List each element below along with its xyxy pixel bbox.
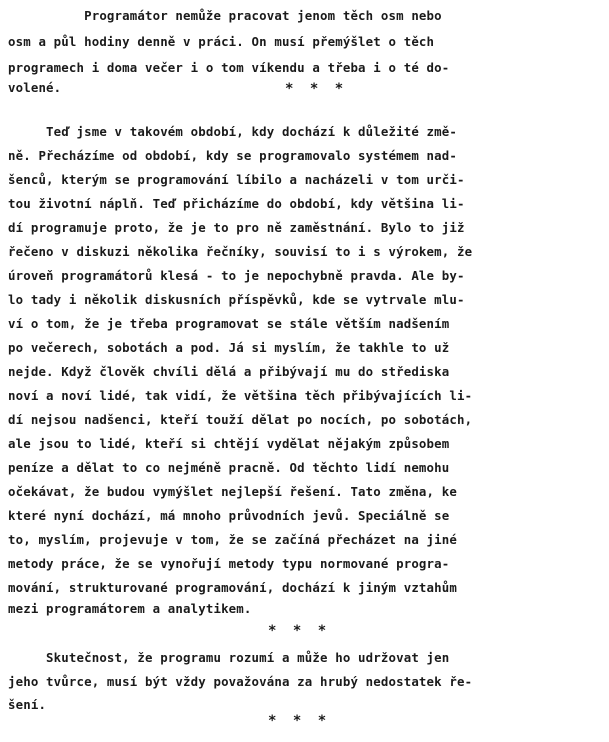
text-line: mování, strukturované programování, dochází k jiným vztahům: [8, 580, 457, 595]
text-line: dí programuje proto, že je to pro ně zaměstnání. Bylo to již: [8, 220, 465, 235]
text-line: ví o tom, že je třeba programovat se stále větším nadšením: [8, 316, 450, 331]
text-line: tou životní náplň. Teď přicházíme do období, kdy většina li-: [8, 196, 465, 211]
text-line: ně. Přecházíme od období, kdy se programovalo systémem nad-: [8, 148, 457, 163]
text-line: Teď jsme v takovém období, kdy dochází k důležité změ-: [8, 124, 457, 139]
text-line: metody práce, že se vynořují metody typu normované progra-: [8, 556, 450, 571]
text-line: to, myslím, projevuje v tom, že se začíná přecházet na jiné: [8, 532, 457, 547]
text-line: po večerech, sobotách a pod. Já si myslím, že takhle to už: [8, 340, 450, 355]
text-line: očekávat, že budou vymýšlet nejlepší řešení. Tato změna, ke: [8, 484, 457, 499]
text-line: ale jsou to lidé, kteří si chtějí vydělat nějakým způsobem: [8, 436, 450, 451]
text-line: které nyní dochází, má mnoho průvodních jevů. Speciálně se: [8, 508, 450, 523]
text-line: Skutečnost, že programu rozumí a může ho udržovat jen: [8, 650, 450, 665]
text-line: programech i doma večer i o tom víkendu a třeba i o té do-: [8, 60, 450, 75]
text-line: volené.: [8, 80, 62, 95]
section-separator: * * *: [268, 713, 331, 729]
text-line: řečeno v diskuzi několika řečníky, souvisí to i s výrokem, že: [8, 244, 473, 259]
text-line: šenců, kterým se programování líbilo a nacházeli v tom urči-: [8, 172, 465, 187]
text-line: noví a noví lidé, tak vidí, že většina těch přibývajících li-: [8, 388, 473, 403]
text-line: osm a půl hodiny denně v práci. On musí přemýšlet o těch: [8, 34, 435, 49]
text-line: dí nejsou nadšenci, kteří touží dělat po nocích, po sobotách,: [8, 412, 473, 427]
text-line: mezi programátorem a analytikem.: [8, 601, 252, 616]
text-line: lo tady i několik diskusních příspěvků, kde se vytrvale mlu-: [8, 292, 465, 307]
text-line: peníze a dělat to co nejméně pracně. Od těchto lidí nemohu: [8, 460, 450, 475]
text-line: jeho tvůrce, musí být vždy považována za hrubý nedostatek ře-: [8, 674, 473, 689]
text-line: nejde. Když člověk chvíli dělá a přibývají mu do střediska: [8, 364, 450, 379]
text-line: Programátor nemůže pracovat jenom těch osm nebo: [8, 8, 442, 23]
text-line: úroveň programátorů klesá - to je nepochybně pravda. Ale by-: [8, 268, 465, 283]
text-line: šení.: [8, 697, 47, 712]
section-separator: * * *: [268, 623, 331, 639]
section-separator: * * *: [285, 81, 348, 97]
